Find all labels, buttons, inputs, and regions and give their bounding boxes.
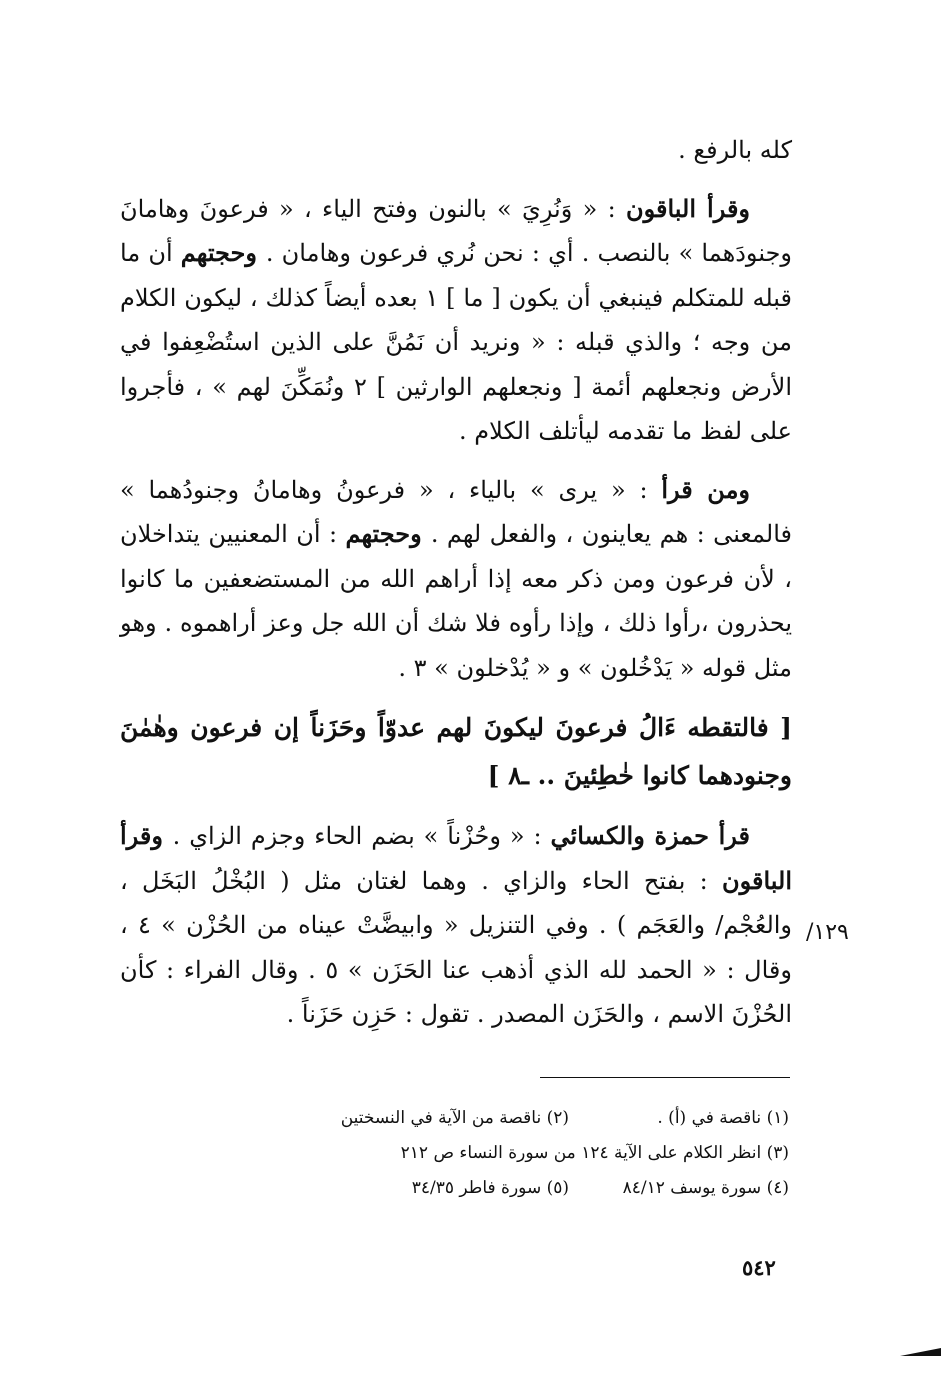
paragraph-text: : « وَنُرِيَ » بالنون وفتح الياء ، « فرعونَ وهامانَ وجنودَهما » بالنصب . أي : نحن نُري فرعون وهامان . [120,194,793,267]
footnote-5: (٥) سورة فاطر ٣٤/٣٥ [411,1178,569,1198]
lead-phrase: ومن قرأ [661,474,751,504]
footnote-3: (٣) انظر الكلام على الآية ١٢٤ من سورة النساء ص ٢١٢ [400,1143,789,1163]
paragraph-baqun-reading [120,187,792,454]
paragraph-text-2: أن ما قبله للمتكلم فينبغي أن يكون [ ما ] ١ بعده أيضاً كذلك ، ليكون الكلام من وجه ؛ والذي قبله : « ونريد أن نَمُنَّ على الذين استُضْعِفوا في الأرض ونجعلهم أئمة [ ونجعلهم الوارثين ] ٢ ونُمَكِّنَ لهم » ، فأجروا على لفظ ما تقدمه ليأتلف الكلام . [120,239,792,445]
lead-phrase: قرأ حمزة والكسائي [550,821,751,850]
paragraph-text: : « يرى » بالياء ، « فرعونُ وهامانُ وجنودُهما » فالمعنى : هم يعاينون ، والفعل لهم . [120,475,792,548]
paragraph-text: : « وحُزْناً » بضم الحاء وجزم الزاي . [172,822,551,850]
quran-verse: [ فالتقطه ءَالُ فرعونَ ليكونَ لهم عدوّاً وحَزَناً إن فرعون وهٰمٰنَ وجنودهما كانوا خٰطِئينَ .. ـ٨ ] [120,713,792,790]
lead-phrase-hujja: وحجتهم [180,238,266,267]
paragraph-ya-reading [120,468,792,691]
lead-phrase: وقرأ الباقون [625,193,751,223]
footnote-1: (١) ناقصة في (أ) . [657,1108,789,1128]
page-body [120,128,792,1037]
footnote-2: (٢) ناقصة من الآية في النسختين [340,1108,569,1128]
lead-phrase-baqun: وقرأ الباقون [120,821,792,895]
footnote-row [189,1178,789,1198]
footnote-row [189,1143,789,1163]
page-number: ٥٤٢ [742,1255,776,1280]
footnote-4: (٤) سورة يوسف ٨٤/١٢ [622,1178,789,1198]
paragraph-opening-line: كله بالرفع . [678,136,792,164]
lead-phrase-hujja: وحجتهم [345,519,431,548]
paragraph-text-2: : أن المعنيين يتداخلان ، لأن فرعون ومن ذكر معه إذا أراهم الله من المستضعفين ما كانوا يحذرون ،رأوا ذلك ، وإذا رأوه فلا شك أن الله جل وعز أراهموه . وهو مثل قوله « يَدْخُلون » و « يُدْخلون » ٣ . [120,520,792,682]
paragraph-text-2: : بفتح الحاء والزاي . وهما لغتان مثل ( البُخْلُ البَخَل ، والعُجْم/ والعَجَم ) . وفي التنزيل « وابيضَّتْ عيناه من الحُزْن » ٤ ، وقال : « الحمد لله الذي أذهب عنا الحَزَن » ٥ . وقال الفراء : كأن الحُزْنَ الاسم ، والحَزَن المصدر . تقول : حَزِن حَزَناً . [120,866,793,1028]
ink-stroke-mark [900,1347,941,1357]
manuscript-folio-marker: ١٢٩/ [806,920,849,945]
paragraph-huzn-reading [120,814,792,1037]
footnote-divider [540,1077,790,1078]
footnote-row [189,1108,789,1128]
